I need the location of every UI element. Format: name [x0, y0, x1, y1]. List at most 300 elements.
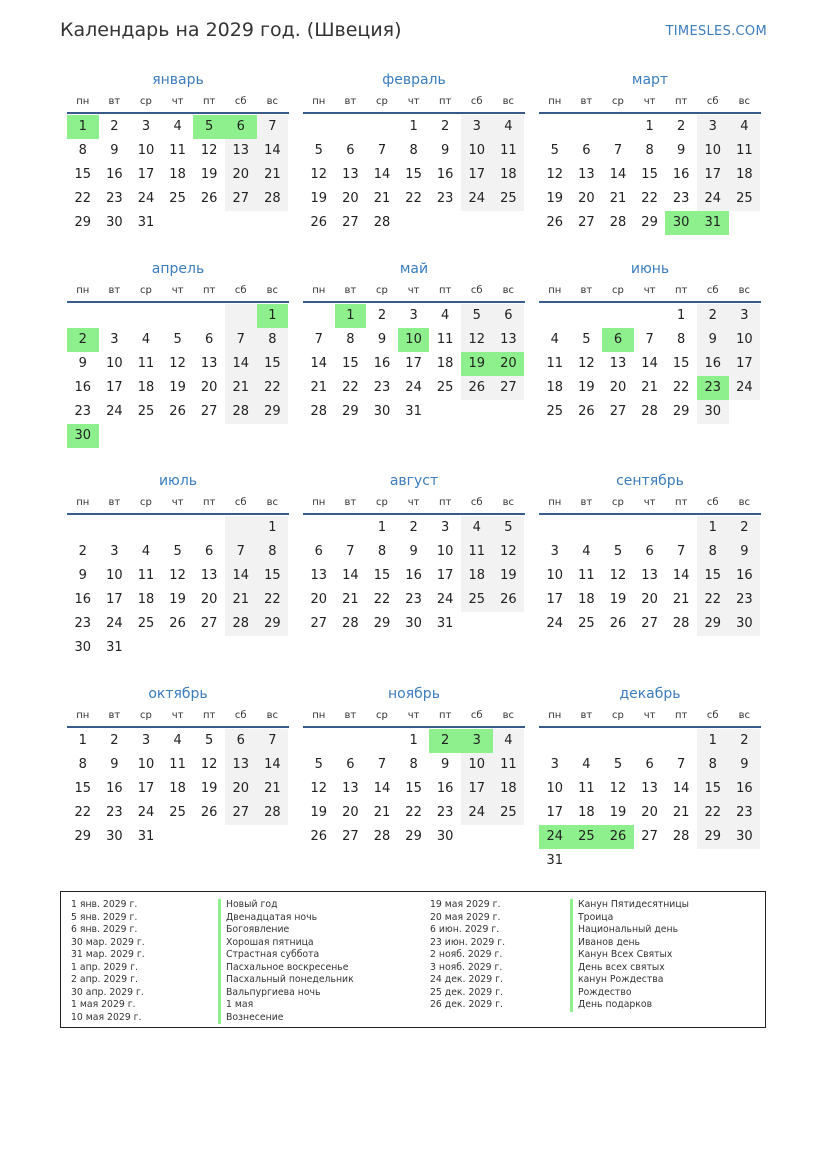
day-cell: 9 [729, 540, 761, 564]
month-block [303, 259, 525, 424]
day-cell: 22 [257, 588, 289, 612]
month-name: сентябрь [616, 473, 684, 489]
day-cell: 17 [106, 380, 123, 395]
day-cell: 6 [205, 332, 214, 347]
empty-cell [130, 304, 162, 328]
day-cell: 1 [377, 520, 387, 535]
day-cell: 26 [310, 215, 328, 230]
day-cell: 6 [493, 304, 525, 328]
day-cell: 17 [697, 163, 729, 187]
empty-cell [225, 211, 257, 235]
day-cell: 3 [461, 729, 493, 753]
day-cell: 16 [436, 781, 454, 796]
day-cell: 22 [257, 376, 289, 400]
day-cell: 12 [461, 328, 493, 352]
empty-cell [225, 516, 257, 540]
day-cell: 26 [609, 616, 627, 631]
day-cell: 28 [310, 404, 328, 419]
day-cell: 4 [173, 119, 182, 134]
weekday-label: пн [312, 284, 326, 296]
weekday-label: вт [344, 709, 357, 721]
weekday-label: пт [438, 709, 452, 721]
legend-entry: канун Рождества [570, 974, 689, 987]
holiday-legend [60, 891, 766, 1028]
day-cell: 6 [314, 544, 323, 559]
day-cell: 6 [645, 544, 654, 559]
day-cell: 13 [641, 568, 658, 583]
day-cell: 27 [493, 376, 525, 400]
day-cell: 3 [550, 757, 559, 772]
day-cell: 4 [441, 308, 450, 323]
day-cell: 27 [225, 801, 257, 825]
weekday-label: ср [612, 709, 624, 721]
day-cell: 11 [461, 540, 493, 564]
legend-entry: 31 мар. 2029 г. [71, 949, 145, 960]
empty-cell [493, 211, 525, 235]
day-cell: 28 [225, 400, 257, 424]
empty-cell [729, 849, 761, 873]
day-cell: 17 [546, 592, 564, 607]
day-cell: 18 [137, 380, 155, 395]
day-cell: 16 [74, 380, 92, 395]
day-cell: 15 [257, 352, 289, 376]
weekday-label: сб [706, 284, 719, 296]
weekday-label: пт [202, 95, 216, 107]
day-cell: 20 [342, 805, 359, 820]
day-cell: 13 [342, 167, 359, 182]
day-cell: 15 [672, 356, 690, 371]
empty-cell [729, 211, 761, 235]
weekday-label: пт [202, 284, 216, 296]
day-cell: 23 [405, 592, 422, 607]
weekday-label: чт [407, 95, 420, 107]
day-cell: 15 [257, 564, 289, 588]
legend-entry: 1 мая 2029 г. [71, 999, 136, 1010]
weekday-label: чт [171, 284, 184, 296]
day-cell: 5 [193, 115, 225, 139]
day-cell: 14 [641, 356, 658, 371]
legend-entry: Вальпургиева ночь [218, 987, 354, 1000]
empty-cell [193, 424, 225, 448]
weekday-header [67, 491, 289, 515]
weekday-label: вт [580, 496, 593, 508]
day-cell: 13 [609, 356, 627, 371]
weekday-label: вс [502, 709, 515, 721]
legend-entry: Хорошая пятница [218, 937, 354, 950]
legend-entry: 30 мар. 2029 г. [71, 936, 145, 948]
day-cell: 25 [169, 191, 186, 206]
day-cell: 19 [461, 352, 493, 376]
day-cell: 25 [546, 404, 564, 419]
day-cell: 31 [137, 829, 155, 844]
day-cell: 12 [609, 781, 627, 796]
day-cell: 18 [578, 805, 595, 820]
day-cell: 6 [346, 757, 355, 772]
empty-cell [162, 424, 194, 448]
day-cell: 20 [310, 592, 328, 607]
weekday-label: пн [548, 496, 562, 508]
month-block [303, 70, 525, 235]
day-cell: 9 [697, 328, 729, 352]
legend-entry: День всех святых [570, 962, 689, 975]
weekday-label: вс [502, 95, 515, 107]
day-cell: 20 [342, 191, 359, 206]
legend-entry: 1 янв. 2029 г. [71, 899, 138, 910]
day-cell: 19 [169, 380, 186, 395]
day-cell: 28 [225, 612, 257, 636]
weekday-label: вс [502, 284, 515, 296]
day-cell: 19 [578, 380, 595, 395]
day-grid [67, 516, 289, 660]
day-cell: 20 [200, 592, 218, 607]
day-cell: 11 [137, 356, 155, 371]
weekday-label: вт [580, 709, 593, 721]
empty-cell [634, 729, 666, 753]
day-cell: 10 [137, 757, 155, 772]
day-cell: 15 [641, 167, 658, 182]
day-cell: 13 [200, 356, 218, 371]
day-cell: 4 [173, 733, 182, 748]
day-cell: 19 [200, 167, 218, 182]
day-cell: 29 [672, 404, 690, 419]
day-cell: 11 [493, 753, 525, 777]
weekday-label: сб [234, 284, 247, 296]
day-cell: 24 [137, 805, 155, 820]
day-cell: 28 [373, 829, 391, 844]
day-cell: 4 [729, 115, 761, 139]
day-cell: 3 [550, 544, 559, 559]
day-cell: 9 [677, 143, 686, 158]
day-cell: 20 [493, 352, 525, 376]
empty-cell [130, 636, 162, 660]
day-cell: 30 [67, 424, 99, 448]
day-cell: 14 [310, 356, 328, 371]
day-cell: 20 [578, 191, 595, 206]
day-cell: 1 [697, 729, 729, 753]
empty-cell [335, 516, 367, 540]
legend-names-left [218, 899, 354, 1024]
day-cell: 15 [697, 777, 729, 801]
day-grid [303, 115, 525, 235]
legend-entry: Новый год [218, 899, 354, 912]
day-grid [67, 115, 289, 235]
day-cell: 25 [493, 187, 525, 211]
day-cell: 27 [200, 404, 218, 419]
day-cell: 11 [546, 356, 564, 371]
empty-cell [99, 304, 131, 328]
day-cell: 6 [645, 757, 654, 772]
month-name: апрель [151, 261, 205, 277]
day-cell: 29 [641, 215, 658, 230]
empty-cell [602, 115, 634, 139]
legend-entry: Двенадцатая ночь [218, 912, 354, 925]
day-cell: 13 [493, 328, 525, 352]
weekday-label: пт [438, 95, 452, 107]
day-cell: 2 [377, 308, 387, 323]
day-cell: 10 [697, 139, 729, 163]
day-cell: 26 [169, 404, 186, 419]
day-cell: 4 [141, 332, 151, 347]
day-cell: 17 [546, 805, 564, 820]
day-cell: 21 [373, 805, 391, 820]
day-cell: 16 [729, 777, 761, 801]
day-cell: 26 [602, 825, 634, 849]
page-title: Календарь на 2029 год. (Швеция) [60, 19, 402, 41]
empty-cell [366, 729, 398, 753]
day-cell: 7 [346, 544, 355, 559]
day-cell: 1 [257, 304, 289, 328]
weekday-label: ср [612, 95, 624, 107]
day-cell: 10 [106, 568, 123, 583]
day-cell: 30 [405, 616, 422, 631]
weekday-label: ср [140, 709, 152, 721]
day-cell: 17 [137, 167, 155, 182]
day-cell: 30 [665, 211, 697, 235]
day-cell: 14 [225, 352, 257, 376]
day-cell: 18 [461, 564, 493, 588]
empty-cell [602, 304, 634, 328]
weekday-label: пт [674, 496, 688, 508]
legend-entry: Троица [570, 912, 689, 925]
day-cell: 18 [493, 163, 525, 187]
day-cell: 8 [697, 753, 729, 777]
day-cell: 29 [697, 825, 729, 849]
day-cell: 20 [200, 380, 218, 395]
day-cell: 17 [729, 352, 761, 376]
empty-cell [303, 729, 335, 753]
day-cell: 13 [342, 781, 359, 796]
day-cell: 21 [672, 592, 690, 607]
day-cell: 1 [78, 733, 87, 748]
empty-cell [461, 612, 493, 636]
empty-cell [162, 636, 194, 660]
legend-entry: Страстная суббота [218, 949, 354, 962]
day-cell: 29 [74, 829, 92, 844]
legend-entry: 10 мая 2029 г. [71, 1011, 142, 1023]
day-cell: 25 [137, 404, 155, 419]
empty-cell [335, 115, 367, 139]
day-cell: 30 [373, 404, 391, 419]
day-cell: 24 [106, 404, 123, 419]
empty-cell [225, 424, 257, 448]
weekday-header [539, 90, 761, 114]
day-cell: 8 [346, 332, 355, 347]
day-cell: 27 [200, 616, 218, 631]
day-cell: 1 [335, 304, 367, 328]
weekday-header [539, 279, 761, 303]
empty-cell [461, 825, 493, 849]
day-cell: 10 [106, 356, 123, 371]
day-cell: 16 [373, 356, 391, 371]
day-grid [303, 304, 525, 424]
day-cell: 22 [697, 801, 729, 825]
day-cell: 7 [677, 757, 686, 772]
legend-entry: 30 апр. 2029 г. [71, 986, 144, 998]
day-cell: 16 [436, 167, 454, 182]
empty-cell [571, 115, 603, 139]
day-cell: 23 [106, 805, 123, 820]
day-cell: 27 [609, 404, 627, 419]
empty-cell [634, 516, 666, 540]
weekday-label: чт [643, 709, 656, 721]
day-cell: 11 [578, 781, 595, 796]
weekday-label: чт [171, 95, 184, 107]
day-cell: 10 [546, 781, 564, 796]
day-cell: 17 [137, 781, 155, 796]
legend-entry: 25 дек. 2029 г. [430, 986, 503, 998]
day-cell: 26 [310, 829, 328, 844]
day-cell: 5 [205, 733, 214, 748]
day-cell: 11 [137, 568, 155, 583]
weekday-label: сб [706, 496, 719, 508]
day-cell: 31 [546, 853, 564, 868]
day-cell: 17 [436, 568, 454, 583]
day-cell: 28 [641, 404, 658, 419]
day-cell: 24 [546, 616, 564, 631]
legend-dates-right [430, 899, 505, 1012]
day-cell: 8 [409, 757, 418, 772]
weekday-label: вс [266, 496, 279, 508]
legend-entry: 20 мая 2029 г. [430, 911, 501, 923]
day-cell: 12 [493, 540, 525, 564]
legend-entry: Канун Всех Святых [570, 949, 689, 962]
day-cell: 22 [342, 380, 359, 395]
day-cell: 2 [729, 729, 761, 753]
day-cell: 14 [342, 568, 359, 583]
day-cell: 27 [342, 829, 359, 844]
weekday-header [67, 704, 289, 728]
day-cell: 15 [74, 781, 92, 796]
month-block [539, 259, 761, 424]
day-cell: 12 [169, 356, 186, 371]
day-cell: 5 [582, 332, 591, 347]
month-block [303, 471, 525, 636]
day-cell: 5 [173, 544, 182, 559]
empty-cell [303, 304, 335, 328]
day-cell: 15 [697, 564, 729, 588]
day-cell: 25 [436, 380, 454, 395]
weekday-label: чт [407, 496, 420, 508]
day-cell: 9 [110, 143, 119, 158]
day-cell: 13 [310, 568, 328, 583]
day-cell: 5 [493, 516, 525, 540]
day-cell: 14 [225, 564, 257, 588]
empty-cell [257, 424, 289, 448]
day-cell: 19 [609, 592, 627, 607]
empty-cell [193, 211, 225, 235]
empty-cell [461, 211, 493, 235]
day-cell: 12 [310, 167, 328, 182]
weekday-label: вс [266, 709, 279, 721]
day-cell: 16 [672, 167, 690, 182]
day-cell: 31 [137, 215, 155, 230]
day-cell: 27 [641, 829, 658, 844]
day-cell: 17 [106, 592, 123, 607]
day-cell: 23 [729, 801, 761, 825]
day-cell: 2 [677, 119, 686, 134]
day-cell: 10 [461, 139, 493, 163]
day-cell: 19 [546, 191, 564, 206]
day-cell: 4 [493, 729, 525, 753]
day-cell: 29 [342, 404, 359, 419]
day-cell: 21 [225, 376, 257, 400]
month-block [67, 471, 289, 660]
empty-cell [99, 424, 131, 448]
day-cell: 7 [677, 544, 686, 559]
empty-cell [193, 636, 225, 660]
weekday-label: вт [580, 95, 593, 107]
weekday-label: чт [407, 284, 420, 296]
legend-entry: Вознесение [218, 1012, 354, 1025]
day-cell: 9 [409, 544, 418, 559]
empty-cell [130, 516, 162, 540]
empty-cell [366, 115, 398, 139]
day-cell: 23 [697, 376, 729, 400]
weekday-label: пт [202, 709, 216, 721]
day-cell: 11 [729, 139, 761, 163]
day-cell: 12 [609, 568, 627, 583]
day-cell: 8 [645, 143, 654, 158]
legend-entry: 6 янв. 2029 г. [71, 924, 138, 935]
day-cell: 28 [342, 616, 359, 631]
day-cell: 15 [74, 167, 92, 182]
day-cell: 25 [137, 616, 155, 631]
weekday-label: пн [76, 95, 90, 107]
day-cell: 24 [405, 380, 422, 395]
day-cell: 1 [257, 516, 289, 540]
day-cell: 7 [377, 757, 387, 772]
day-cell: 1 [677, 308, 686, 323]
empty-cell [193, 304, 225, 328]
month-block [539, 70, 761, 235]
empty-cell [697, 849, 729, 873]
day-cell: 14 [373, 167, 391, 182]
day-cell: 11 [169, 757, 186, 772]
site-link[interactable]: TIMESLES.COM [665, 24, 767, 39]
month-block [67, 684, 289, 849]
empty-cell [634, 304, 666, 328]
day-cell: 27 [342, 215, 359, 230]
day-cell: 16 [74, 592, 92, 607]
day-cell: 28 [257, 187, 289, 211]
day-cell: 7 [225, 540, 257, 564]
day-cell: 13 [578, 167, 595, 182]
day-cell: 5 [173, 332, 182, 347]
empty-cell [539, 115, 571, 139]
weekday-label: чт [171, 709, 184, 721]
day-cell: 12 [310, 781, 328, 796]
weekday-label: пн [548, 709, 562, 721]
month-block [67, 259, 289, 448]
day-cell: 2 [429, 729, 461, 753]
day-cell: 26 [546, 215, 564, 230]
day-cell: 25 [729, 187, 761, 211]
empty-cell [67, 304, 99, 328]
weekday-header [303, 279, 525, 303]
day-cell: 10 [461, 753, 493, 777]
day-cell: 22 [641, 191, 658, 206]
weekday-label: ср [376, 284, 388, 296]
legend-entry: 2 нояб. 2029 г. [430, 949, 503, 960]
day-cell: 23 [436, 805, 454, 820]
day-cell: 23 [672, 191, 690, 206]
day-cell: 4 [461, 516, 493, 540]
day-cell: 4 [141, 544, 151, 559]
day-cell: 22 [74, 805, 92, 820]
month-name: июнь [630, 261, 670, 277]
day-cell: 29 [373, 616, 391, 631]
day-cell: 3 [697, 115, 729, 139]
